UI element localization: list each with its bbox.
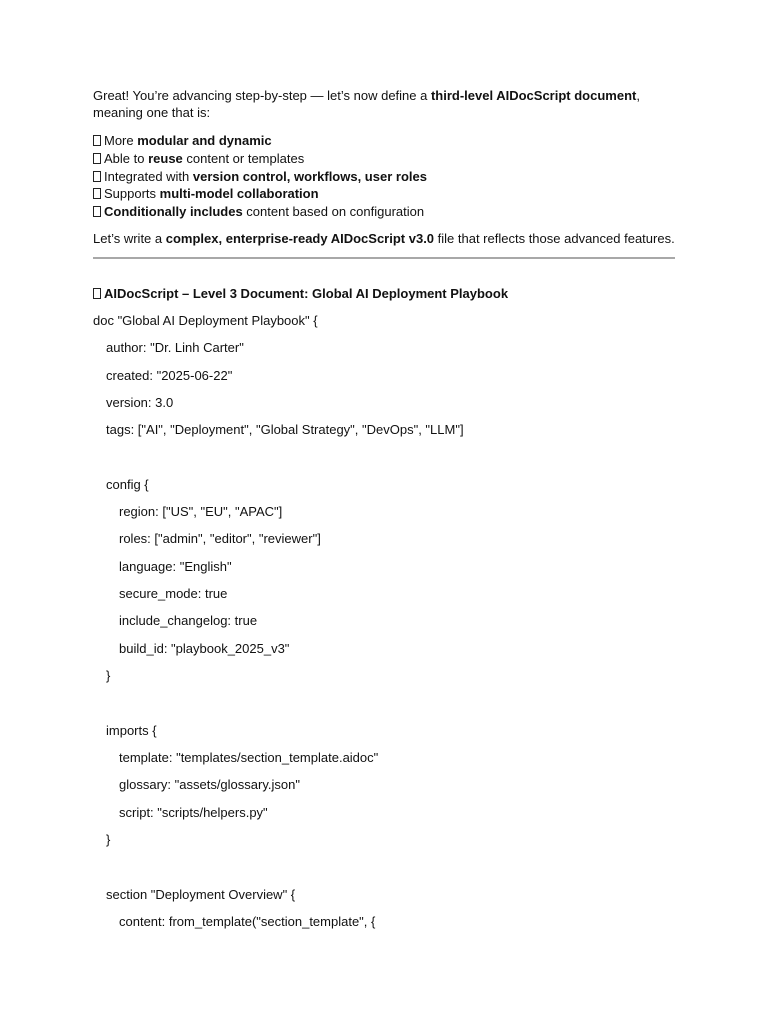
- missing-glyph-icon: [93, 188, 101, 199]
- missing-glyph-icon: [93, 206, 101, 217]
- code-line: tags: ["AI", "Deployment", "Global Strategy", "DevOps", "LLM"]: [106, 422, 464, 437]
- feature-item: More modular and dynamic: [93, 132, 683, 150]
- code-line: build_id: "playbook_2025_v3": [119, 641, 290, 656]
- code-line: region: ["US", "EU", "APAC"]: [119, 504, 283, 519]
- section-heading: AIDocScript – Level 3 Document: Global AI Deployment Playbook: [93, 285, 508, 302]
- code-line: version: 3.0: [106, 395, 174, 410]
- code-line: config {: [106, 477, 149, 492]
- feature-item: Conditionally includes content based on configuration: [93, 203, 683, 221]
- feature-item: Integrated with version control, workflows, user roles: [93, 168, 683, 186]
- code-line: imports {: [106, 723, 157, 738]
- missing-glyph-icon: [93, 288, 101, 299]
- code-line: content: from_template("section_template", {: [119, 914, 376, 929]
- code-line: roles: ["admin", "editor", "reviewer"]: [119, 531, 321, 546]
- code-line: created: "2025-06-22": [106, 368, 233, 383]
- code-line: script: "scripts/helpers.py": [119, 805, 268, 820]
- code-line: glossary: "assets/glossary.json": [119, 777, 300, 792]
- code-line: }: [106, 668, 111, 683]
- closing-sentence: Let’s write a complex, enterprise-ready AIDocScript v3.0 file that reflects those advanced features.: [93, 231, 675, 246]
- feature-list: [93, 132, 683, 221]
- code-line: section "Deployment Overview" {: [106, 887, 296, 902]
- feature-item: Able to reuse content or templates: [93, 150, 683, 168]
- code-line: secure_mode: true: [119, 586, 228, 601]
- missing-glyph-icon: [93, 171, 101, 182]
- intro-paragraph: [93, 87, 683, 121]
- horizontal-rule: [93, 257, 675, 259]
- intro-line-2: meaning one that is:: [93, 105, 211, 120]
- feature-item: Supports multi-model collaboration: [93, 185, 683, 203]
- code-line: author: "Dr. Linh Carter": [106, 340, 244, 355]
- intro-line-1: Great! You’re advancing step-by-step — let’s now define a third-level AIDocScript document,: [93, 88, 640, 103]
- code-line: }: [106, 832, 111, 847]
- code-line: include_changelog: true: [119, 613, 258, 628]
- missing-glyph-icon: [93, 153, 101, 164]
- code-line: doc "Global AI Deployment Playbook" {: [93, 313, 318, 328]
- code-line: template: "templates/section_template.aidoc": [119, 750, 379, 765]
- code-line: language: "English": [119, 559, 232, 574]
- missing-glyph-icon: [93, 135, 101, 146]
